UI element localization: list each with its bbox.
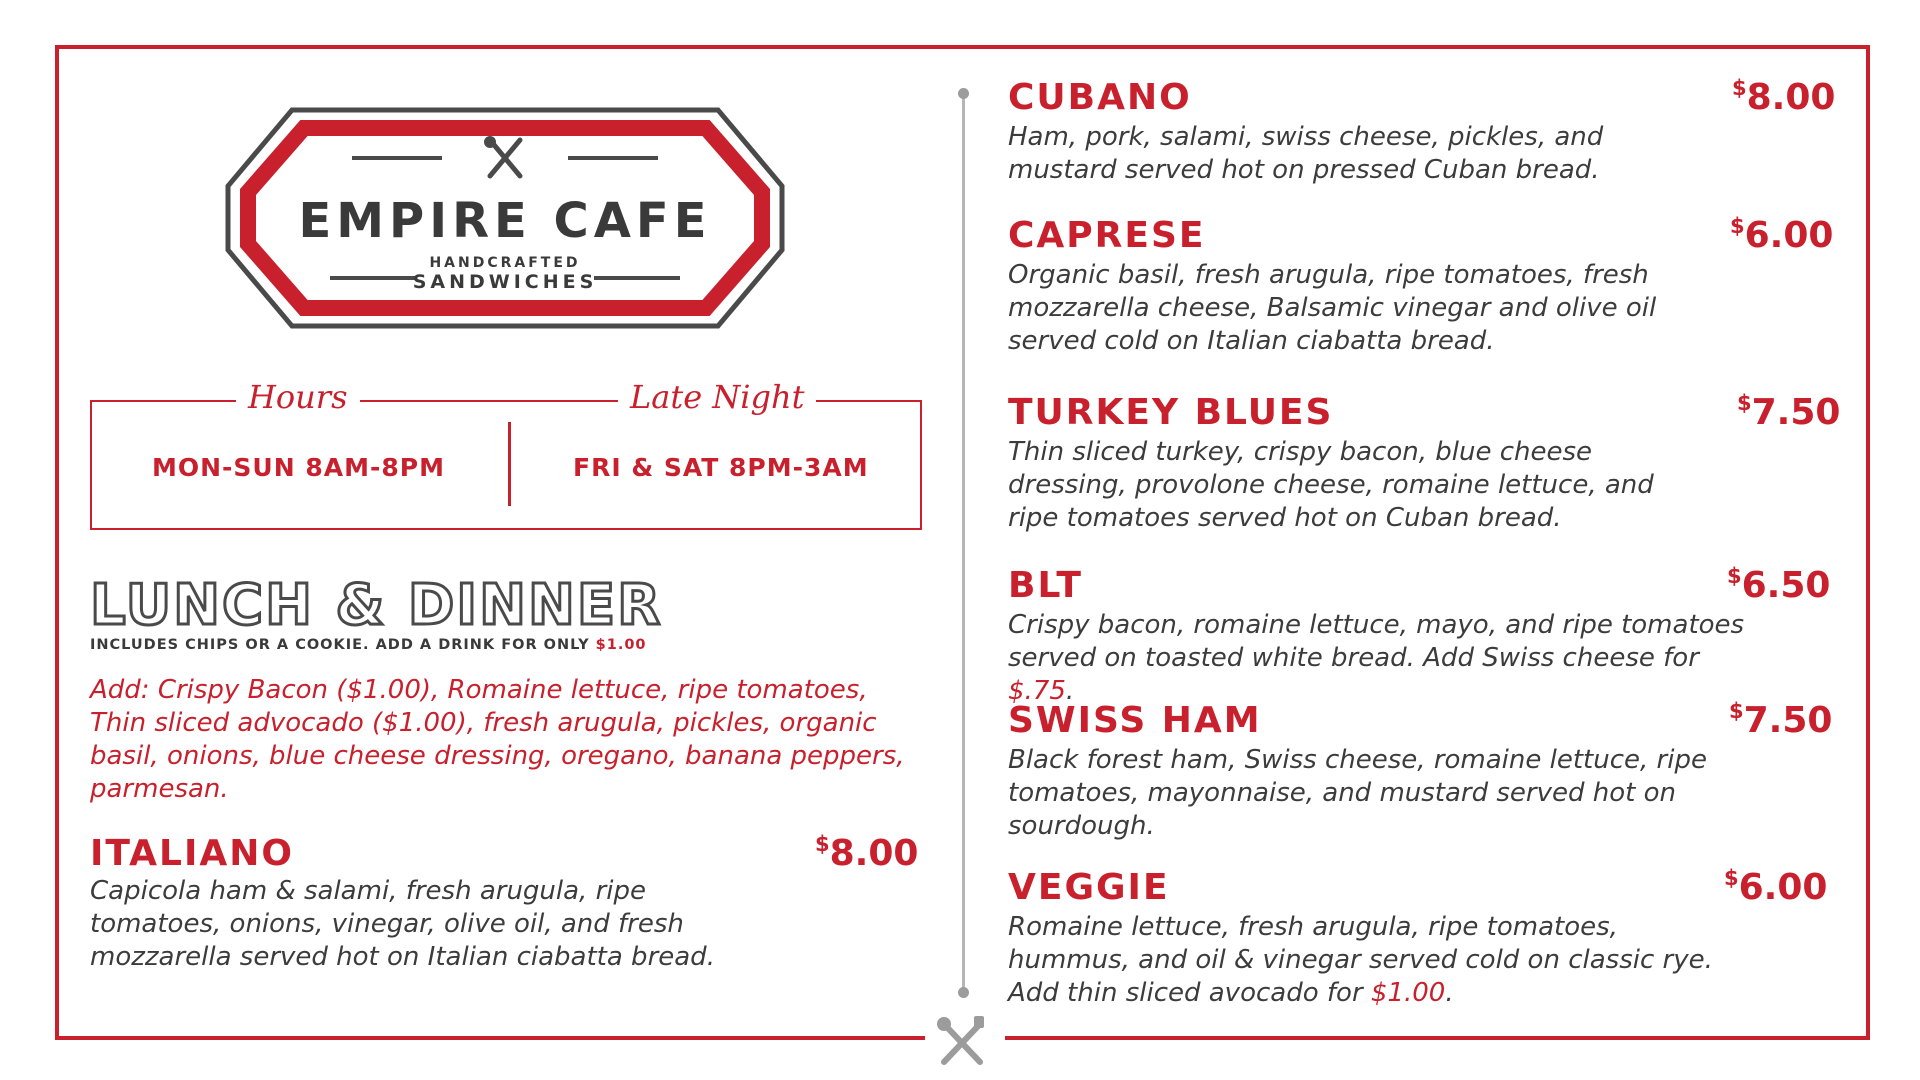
item-desc-veggie <box>1008 911 1728 1010</box>
item-price-blt <box>1727 564 1831 606</box>
item-name-cubano: CUBANO <box>1008 77 1192 118</box>
currency-symbol: $ <box>1730 214 1745 238</box>
late-night-heading: Late Night <box>618 378 816 416</box>
item-price-caprese <box>1730 214 1834 256</box>
currency-symbol: $ <box>1737 391 1752 415</box>
late-night-value: FRI & SAT 8PM-3AM <box>573 453 869 482</box>
price-value: 8.00 <box>1746 77 1836 118</box>
drink-price: $1.00 <box>595 637 647 653</box>
divider-dot-bottom <box>958 987 969 998</box>
price-value: 6.00 <box>1738 867 1828 908</box>
item-desc-end: . <box>1445 978 1454 1008</box>
section-subtitle <box>90 637 647 653</box>
item-name-turkey-blues: TURKEY BLUES <box>1008 392 1334 433</box>
price-value: 7.50 <box>1743 700 1833 741</box>
logo-subtitle-2: SANDWICHES <box>412 271 598 293</box>
item-price-italiano <box>815 832 919 874</box>
item-desc-cubano: Ham, pork, salami, swiss cheese, pickles, and mustard served hot on pressed Cuban bread. <box>1008 122 1604 185</box>
item-name-caprese: CAPRESE <box>1008 215 1206 256</box>
item-price-swiss-ham <box>1729 699 1833 741</box>
add-ons: Add: Crispy Bacon ($1.00), Romaine lettuce, ripe tomatoes, Thin sliced advocado ($1.00), fresh arugula, pickles, organic basil, onions, blue cheese dressing, oregano, banana peppers, parmesan. <box>90 675 905 804</box>
currency-symbol: $ <box>1729 699 1744 723</box>
divider-dot-top <box>958 88 969 99</box>
item-desc-swiss-ham: Black forest ham, Swiss cheese, romaine lettuce, ripe tomatoes, mayonnaise, and mustard served hot on sourdough. <box>1008 745 1707 841</box>
section-title: LUNCH & DINNER <box>90 573 663 638</box>
item-desc-turkey-blues: Thin sliced turkey, crispy bacon, blue cheese dressing, provolone cheese, romaine lettuce, and ripe tomatoes served hot on Cuban bread. <box>1008 437 1654 533</box>
fork-knife-icon <box>932 1012 992 1072</box>
currency-symbol: $ <box>1724 866 1739 890</box>
item-price-turkey-blues <box>1737 391 1841 433</box>
item-price-veggie <box>1724 866 1828 908</box>
logo-subtitle: HANDCRAFTED <box>429 255 581 271</box>
currency-symbol: $ <box>1732 76 1747 100</box>
price-value: 6.00 <box>1744 215 1834 256</box>
item-name-italiano: ITALIANO <box>90 833 294 874</box>
hours-heading: Hours <box>236 378 360 416</box>
section-subtitle-text: INCLUDES CHIPS OR A COOKIE. ADD A DRINK FOR ONLY <box>90 637 596 653</box>
currency-symbol: $ <box>815 832 830 856</box>
price-value: 6.50 <box>1741 565 1831 606</box>
item-name-swiss-ham: SWISS HAM <box>1008 700 1262 741</box>
logo-title: EMPIRE CAFE <box>298 193 712 249</box>
column-divider <box>962 92 965 992</box>
currency-symbol: $ <box>1727 564 1742 588</box>
extra-price: $.75 <box>1008 676 1066 706</box>
item-desc-caprese: Organic basil, fresh arugula, ripe tomatoes, fresh mozzarella cheese, Balsamic vinegar and olive oil served cold on Italian ciabatta bread. <box>1008 260 1657 356</box>
extra-price: $1.00 <box>1370 978 1446 1008</box>
item-desc-end: . <box>1065 676 1075 706</box>
item-price-cubano <box>1732 76 1836 118</box>
price-value: 7.50 <box>1751 392 1841 433</box>
item-name-blt: BLT <box>1008 565 1083 606</box>
hours-value: MON-SUN 8AM-8PM <box>152 453 445 482</box>
price-value: 8.00 <box>829 833 919 874</box>
item-desc-italiano: Capicola ham & salami, fresh arugula, ripe tomatoes, onions, vinegar, olive oil, and fresh mozzarella served hot on Italian ciabatta bread. <box>90 876 715 972</box>
item-name-veggie: VEGGIE <box>1008 867 1170 908</box>
item-desc-text: Romaine lettuce, fresh arugula, ripe tomatoes, hummus, and oil & vinegar served cold on classic rye. Add thin sliced avocado for <box>1008 912 1713 1008</box>
item-desc-blt <box>1008 609 1768 708</box>
item-desc-text: Crispy bacon, romaine lettuce, mayo, and ripe tomatoes served on toasted white bread. Add Swiss cheese for <box>1008 610 1745 673</box>
hours-divider <box>508 422 511 506</box>
